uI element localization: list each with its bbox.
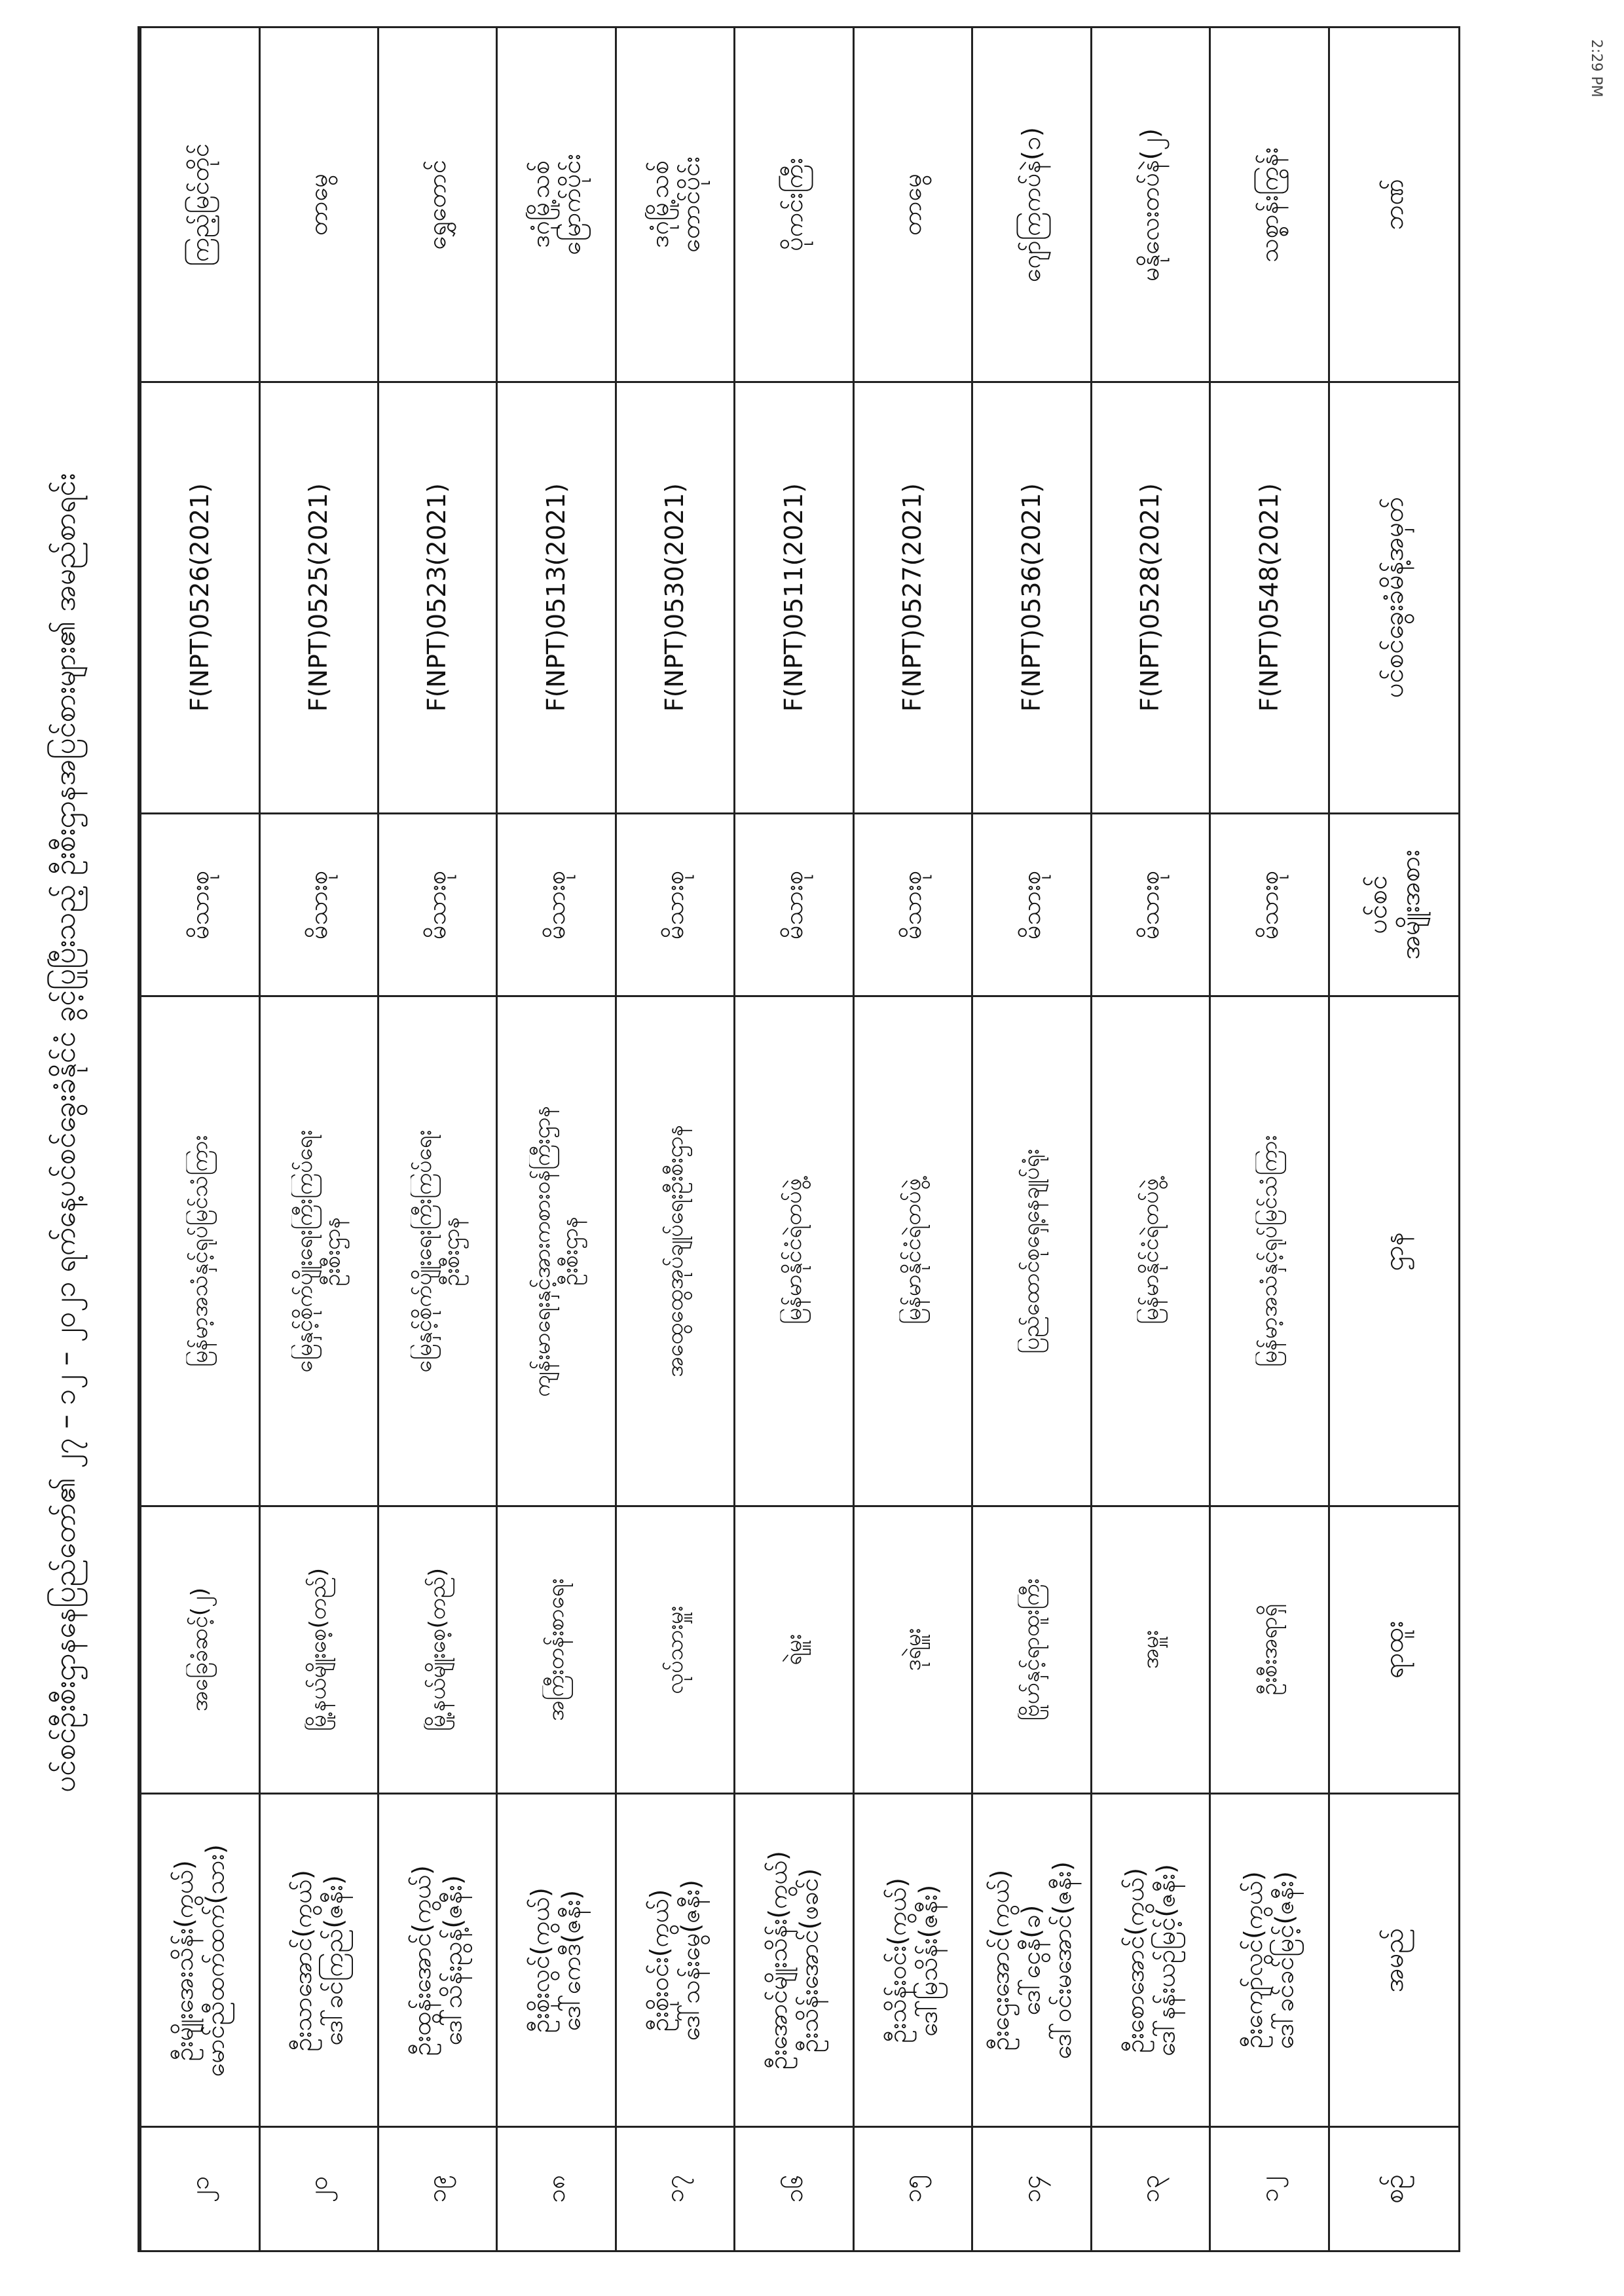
cell-no: ၁၂ <box>1211 2126 1327 2250</box>
cell-bank: မနိုလေးတပ်နဲ(၂) <box>1135 128 1165 282</box>
cell-dept: ကျန်းမာရေးနှင့်အားကစားဝန်ကြီးဌာန ဦးစီးဌာန <box>498 995 614 1505</box>
cell-order-no: F(NPT)0526(2021) <box>141 381 258 812</box>
cell-name: ဦးစောအောင်(ကွယ်) ဒေါ်နန်းယဉ်မြင့်(ဇနီး) <box>1092 1793 1209 2126</box>
cell-name: ဦးထွန်းအောင်(ကွယ်) ဒေါ်သိန်းညွန့်(ဇနီး) <box>379 1793 496 2126</box>
cell-name: ဦးသာအောင်(ကွယ်) ဒေါ်ခင်ကြည်(ဇနီး) <box>261 1793 377 2126</box>
cell-order-no: F(NPT)0511(2021) <box>735 381 852 812</box>
cell-name: ဦးကျော်လွင်(ကွယ်) ဒေါ်ခင်ခင်မြင့်(ဇနီး) <box>1211 1793 1327 2126</box>
cell-name: ဦးအောင်မျိုးသိန်း(ကွယ်) ဦးသိန်းအောင်(ဖခင်) <box>735 1793 852 2126</box>
cell-bank: ရွှေတောင် <box>422 159 452 250</box>
cell-pension-type: မိသားစု <box>735 812 852 996</box>
cell-no: ၁၆ <box>735 2126 852 2250</box>
header-order-no: ပင်စင်ခွေးခံမိန့်အမှတ် <box>1330 381 1458 812</box>
cell-pension-type: မိသားစု <box>1092 812 1209 996</box>
cell-order-no: F(NPT)0527(2021) <box>855 381 971 812</box>
cell-dept: မြန်မာနိုင်ငံရဲတပ်ဖွဲ့ <box>1092 995 1209 1505</box>
cell-rank: အခြေခံဆင့်(၂) <box>141 1505 258 1793</box>
cell-dept: ပြည်ထောင်စုရှေ့နေချုပ်ရုံး <box>973 995 1090 1505</box>
table-row <box>259 28 377 2250</box>
cell-pension-type: မိသားစု <box>261 812 377 996</box>
cell-order-no: F(NPT)0513(2021) <box>498 381 614 812</box>
cell-order-no: F(NPT)0525(2021) <box>261 381 377 812</box>
cell-pension-type: မိသားစု <box>855 812 971 996</box>
cell-name: ဦးသိန်းဝင်း(ကွယ်) ဒေါ်မြသိန်း(ဇနီး) <box>855 1793 971 2126</box>
cell-no: ၁၇ <box>617 2126 733 2250</box>
cell-rank: မြို့နယ်မျိုးစေ့(တည်) <box>379 1505 496 1793</box>
cell-pension-type: မိသားစု <box>141 812 258 996</box>
cell-name: ဦးစိုးဝင်း(ကွယ်) ဒေါ်သန်းမွေ(ဇနီး) <box>617 1793 733 2126</box>
cell-rank: အကြီးတန်းစာရေး <box>498 1505 614 1793</box>
cell-dept: မြန်မာနိုင်ငံရဲတပ်ဖွဲ့ <box>855 995 971 1505</box>
cell-pension-type: မိသားစု <box>498 812 614 996</box>
cell-order-no: F(NPT)0536(2021) <box>973 381 1090 812</box>
cell-no: ၁၈ <box>498 2126 614 2250</box>
cell-dept: မြန်မာနိုင်ငံရဲတပ်ဖွဲ့ <box>735 995 852 1505</box>
cell-rank: ဦးစီးအရာရှိ <box>1211 1505 1327 1793</box>
cell-order-no: F(NPT)0548(2021) <box>1211 381 1327 812</box>
cell-pension-type: မိသားစု <box>1211 812 1327 996</box>
table-row <box>615 28 733 2250</box>
cell-bank: ကြည့်မြင်တိုင် <box>185 143 214 266</box>
cell-bank: ဒဂုံမြို့သစ် မြောက်ပိုင်း <box>526 154 586 255</box>
cell-name: ဦးမျိုးအေးသိန်း(ကွယ်) မောင်ညီထက်ထက်(သား) <box>141 1793 258 2126</box>
scan-timestamp: 2:29 PM <box>1588 39 1604 98</box>
cell-rank: ဗြိုဟ်နှင့်ရာထူးကြီး <box>973 1505 1090 1793</box>
cell-no: ၁၃ <box>1092 2126 1209 2250</box>
cell-no: ၁၄ <box>973 2126 1090 2250</box>
header-bank: ဘဏ် <box>1378 179 1409 230</box>
pension-table <box>138 26 1460 2252</box>
cell-rank: ဒုရဲမှူး <box>855 1505 971 1793</box>
table-row <box>1090 28 1209 2250</box>
page-title: ပင်စင်ဦးစီးဌာနနေပြည်တော်၏ ၂၇ – ၁၂ – ၂၀၂၁ ရက်နေ့ပင်စင်ခွေးခံနိုင်ငံ ခွင့်ပြုပြီးသည့် ဦးစီးဌာနအပြင်စားများ၏ အမည်စာရင်း <box>48 473 82 1793</box>
cell-no: ၂၁ <box>141 2126 258 2250</box>
cell-dept: မြန်မာ့အသံနှင့်ရုပ်မြင်သံကြား <box>141 995 258 1505</box>
cell-bank: တာမွေ <box>303 173 333 236</box>
table-row <box>733 28 852 2250</box>
cell-pension-type: မိသားစု <box>617 812 733 996</box>
cell-no: ၁၉ <box>379 2126 496 2250</box>
cell-no: ၂၀ <box>261 2126 377 2250</box>
cell-bank: ပိုကင်းကြီး <box>779 158 808 251</box>
cell-rank: ရဲမှူး <box>735 1505 852 1793</box>
table-row <box>971 28 1090 2250</box>
cell-order-no: F(NPT)0530(2021) <box>617 381 733 812</box>
cell-rank: အမှူး <box>1092 1505 1209 1793</box>
cell-order-no: F(NPT)0528(2021) <box>1092 381 1209 812</box>
cell-rank: လုပ်သားမှူး <box>617 1505 733 1793</box>
cell-no: ၁၅ <box>855 2126 971 2250</box>
table-row <box>1209 28 1327 2250</box>
cell-pension-type: မိသားစု <box>973 812 1090 996</box>
header-dept: ဌာန <box>1330 995 1458 1505</box>
cell-name: ဦးဌေးအောင်(ကွယ်) ဒေါ်ငွေနီ(ခ) ဒေါ်ဝင်းမအောင်(ဇနီး) <box>973 1793 1090 2126</box>
table-row <box>496 28 614 2250</box>
header-no: စဉ် <box>1330 2126 1458 2250</box>
table-row <box>139 28 258 2250</box>
header-pension-type: ပင်စင် အမျိုးအစား <box>1330 812 1458 996</box>
header-rank: ရာထူး <box>1330 1505 1458 1793</box>
cell-pension-type: မိသားစု <box>379 812 496 996</box>
cell-dept: မြေနှင့်စိုက်ပျိုးရေးကြီးကြပ်ရေး ဦးစီးဌာန <box>379 995 496 1505</box>
cell-dept: မြေနှင့်စိုက်ပျိုးရေးကြီးကြပ်ရေး ဦးစီးဌာန <box>261 995 377 1505</box>
table-header-row <box>1328 28 1458 2250</box>
cell-bank: တာမွေ <box>898 173 927 236</box>
cell-rank: မြို့နယ်မျိုးစေ့(တည်) <box>261 1505 377 1793</box>
cell-order-no: F(NPT)0523(2021) <box>379 381 496 812</box>
cell-bank: ဂျော်ကြကပ်နဲ(၁) <box>1016 126 1046 283</box>
cell-bank: ဒဂုံမြို့သစ် တောင်ပိုင်း <box>644 156 705 253</box>
table-row <box>377 28 496 2250</box>
header-name: အမည် <box>1330 1793 1458 2126</box>
cell-dept: အထွေထွေအုပ်ချုပ်ရေးဦးစီးဌာန <box>617 995 733 1505</box>
table-row <box>853 28 971 2250</box>
cell-name: ဦးစိုးလွင်(ကွယ်) ဒေါ်ကေဒီ(ဇနီး) <box>498 1793 614 2126</box>
cell-dept: မြန်မာ့အသံနှင့်ရုပ်မြင်သံကြား <box>1211 995 1327 1505</box>
cell-bank: သစ္စာန်းကြွန်း <box>1254 147 1283 263</box>
